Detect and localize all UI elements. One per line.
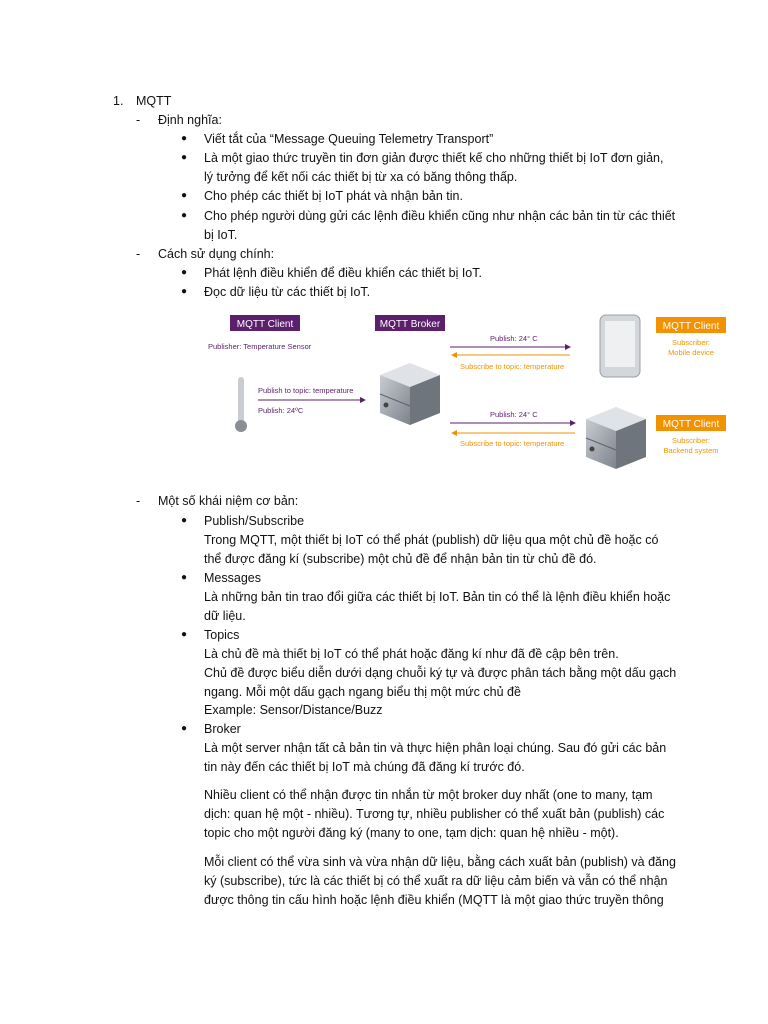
dash-marker: - — [136, 247, 141, 261]
subscriber-mobile-line2: Mobile device — [668, 348, 714, 357]
list-item: Là một giao thức truyền tin đơn giản được thiết kế cho những thiết bị IoT đơn giản, — [204, 151, 664, 165]
dash-marker: - — [136, 494, 141, 508]
list-item: Viết tắt của “Message Queuing Telemetry Transport” — [204, 132, 494, 146]
list-item-continued: bị IoT. — [204, 228, 238, 242]
paragraph-line: Là những bản tin trao đổi giữa các thiết bị IoT. Bản tin có thể là lệnh điều khiển hoặc — [204, 590, 671, 604]
thermometer-icon — [235, 377, 247, 432]
broker-label: MQTT Broker — [379, 319, 441, 330]
publish-value-label: Publish: 24ºC — [258, 406, 304, 415]
paragraph-line: tin này đến các thiết bị IoT mà chúng đã đăng kí trước đó. — [204, 760, 525, 774]
paragraph-line: Mỗi client có thể vừa sinh và vừa nhận dữ liệu, bằng cách xuất bản (publish) và đăng — [204, 855, 676, 869]
bullet: ● — [181, 133, 188, 144]
arrow-publish-bottom-label: Publish: 24° C — [490, 410, 538, 419]
subscriber-backend-line1: Subscriber: — [672, 436, 710, 445]
mobile-phone-icon — [600, 315, 640, 377]
paragraph-line: ký (subscribe), tức là các thiết bị có thể xuất ra dữ liệu cảm biến và vẫn có thể nhận — [204, 874, 668, 888]
bullet: ● — [181, 286, 188, 297]
bullet: ● — [181, 267, 188, 278]
paragraph-line: được thông tin cấu hình hoặc lệnh điều khiển (MQTT là một giao thức truyền thông — [204, 893, 664, 907]
arrow-subscribe-bottom-label: Subscribe to topic: temperature — [460, 439, 565, 448]
list-item: Cho phép các thiết bị IoT phát và nhận bản tin. — [204, 189, 463, 203]
paragraph-line: Là chủ đề mà thiết bị IoT có thể phát hoặc đăng kí như đã đề cập bên trên. — [204, 647, 619, 661]
bullet: ● — [181, 515, 188, 526]
list-item: Phát lệnh điều khiển để điều khiển các thiết bị IoT. — [204, 266, 482, 280]
bullet: ● — [181, 190, 188, 201]
subscriber-backend-line2: Backend system — [663, 446, 719, 455]
paragraph-line: ngang. Mỗi một dấu gạch ngang biểu thị một mức chủ đề — [204, 685, 521, 699]
bullet: ● — [181, 152, 188, 163]
pubsub-title: Publish/Subscribe — [204, 514, 305, 528]
paragraph-line: Chủ đề được biểu diễn dưới dạng chuỗi ký tự và được phân tách bằng một dấu gạch — [204, 666, 677, 680]
bullet: ● — [181, 210, 188, 221]
concepts-title: Một số khái niệm cơ bản: — [158, 494, 299, 508]
arrow-publish-top-label: Publish: 24° C — [490, 334, 538, 343]
client-top-right-label: MQTT Client — [662, 321, 720, 332]
paragraph-line: dịch: quan hệ một - nhiều). Tương tự, nhiều publisher có thể xuất bản (publish) các — [204, 807, 665, 821]
bullet: ● — [181, 629, 188, 640]
paragraph-line: topic cho một người đăng ký (many to one, tạm dịch: quan hệ nhiều - một). — [204, 826, 619, 840]
bullet: ● — [181, 572, 188, 583]
arrow-subscribe-top-label: Subscribe to topic: temperature — [460, 362, 565, 371]
paragraph-line: dữ liệu. — [204, 609, 246, 623]
heading-number: 1. — [113, 94, 124, 108]
heading-title: MQTT — [136, 94, 172, 108]
bullet: ● — [181, 723, 188, 734]
dash-marker: - — [136, 113, 141, 127]
publish-topic-label: Publish to topic: temperature — [258, 386, 354, 395]
list-item: Đọc dữ liệu từ các thiết bị IoT. — [204, 285, 371, 299]
client-bottom-right-label: MQTT Client — [662, 419, 720, 430]
messages-title: Messages — [204, 571, 261, 585]
client-left-label: MQTT Client — [236, 319, 294, 330]
broker-server-icon — [380, 363, 440, 425]
backend-server-icon — [586, 407, 646, 469]
subscriber-mobile-line1: Subscriber: — [672, 338, 710, 347]
list-item-continued: lý tưởng để kết nối các thiết bị từ xa có băng thông thấp. — [204, 170, 518, 184]
paragraph-line: Example: Sensor/Distance/Buzz — [204, 703, 383, 717]
definition-title: Định nghĩa: — [158, 113, 222, 127]
usage-title: Cách sử dụng chính: — [158, 247, 275, 261]
paragraph-line: Nhiều client có thể nhận được tin nhắn từ một broker duy nhất (one to many, tạm — [204, 788, 653, 802]
list-item: Cho phép người dùng gửi các lệnh điều khiển cũng như nhận các bản tin từ các thiết — [204, 209, 676, 223]
topics-title: Topics — [204, 628, 240, 642]
broker-title: Broker — [204, 722, 241, 736]
paragraph-line: Trong MQTT, một thiết bị IoT có thể phát (publish) dữ liệu qua một chủ đề hoặc có — [204, 533, 659, 547]
mqtt-diagram — [200, 305, 740, 490]
paragraph-line: thể được đăng kí (subscribe) một chủ đề để nhận bản tin từ chủ đề đó. — [204, 552, 597, 566]
publisher-label: Publisher: Temperature Sensor — [208, 342, 312, 351]
paragraph-line: Là một server nhận tất cả bản tin và thực hiện phân loại chúng. Sau đó gửi các bản — [204, 741, 667, 755]
